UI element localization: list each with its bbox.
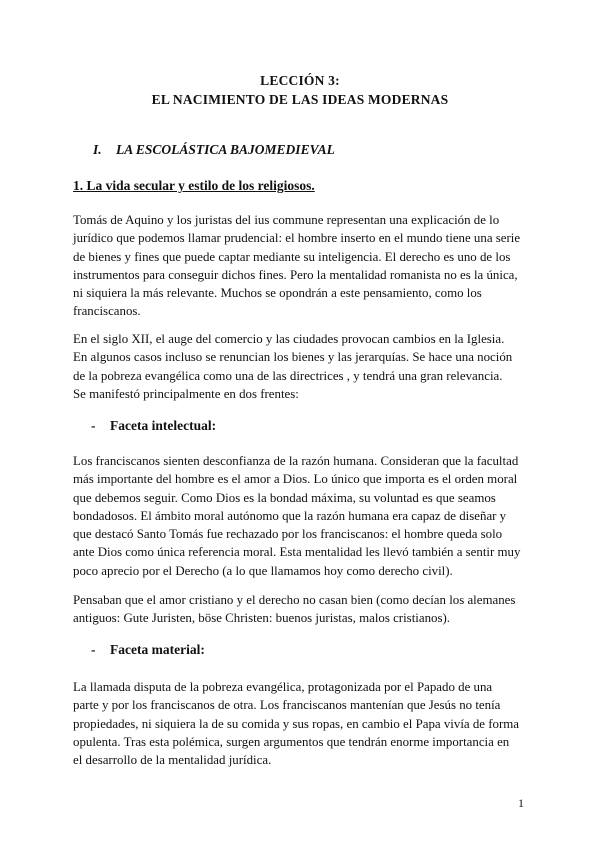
text-line: opulenta. Tras esta polémica, surgen argumentos que tendrán enorme importancia en <box>73 734 510 749</box>
lesson-number: LECCIÓN 3: <box>260 73 340 88</box>
bullet-label: Faceta material: <box>110 642 205 657</box>
text-line: Tomás de Aquino y los juristas del ius commune representan una explicación de lo <box>73 213 500 227</box>
subsection-heading: 1. La vida secular y estilo de los religiosos. <box>73 178 315 193</box>
text-line: instrumentos para conseguir dichos fines. Pero la mentalidad romanista no es la única, <box>73 267 518 282</box>
text-line: ni siquiera la más relevante. Muchos se opondrán a este pensamiento, como los <box>73 286 482 301</box>
text-line: el desarrollo de la mentalidad jurídica. <box>73 753 272 768</box>
text-line: más importante del hombre es el amor a Dios. Lo único que importa es el orden moral <box>73 472 518 487</box>
text-line: de la pobreza evangélica como una de las directrices , y tendrá una gran relevancia. <box>73 368 503 383</box>
text-line: antiguos: Gute Juristen, böse Christen: buenos juristas, malos cristianos). <box>73 611 451 626</box>
section-number: I. <box>93 142 102 157</box>
paragraph-5 <box>73 678 529 769</box>
paragraph-3 <box>73 452 529 580</box>
text-line: Los franciscanos sienten desconfianza de la razón humana. Consideran que la facultad <box>73 454 519 468</box>
text-line: franciscanos. <box>73 304 141 319</box>
text-line: bondadosos. El ámbito moral autónomo que la razón humana era capaz de diseñar y <box>73 508 507 523</box>
bullet-dash: - <box>91 418 96 433</box>
text-line: En algunos casos incluso se renuncian los bienes y las jerarquías. Se hace una noción <box>73 350 513 365</box>
bullet-label: Faceta intelectual: <box>110 418 217 433</box>
section-heading <box>93 142 335 158</box>
text-line: parte y por los franciscanos de otra. Los franciscanos mantenían que Jesús no tenía <box>73 698 501 713</box>
text-line: propiedades, ni siquiera la de su comida y sus ropas, en cambio el Papa vivía de forma <box>73 716 520 731</box>
bullet-dash: - <box>91 642 96 657</box>
text-line: ante Dios como única referencia moral. Esta mentalidad les llevó también a sentir muy <box>73 545 521 560</box>
text-line: poco aprecio por el Derecho (a lo que llamamos hoy como derecho civil). <box>73 563 453 578</box>
text-line: Pensaban que el amor cristiano y el derecho no casan bien (como decían los alemanes <box>73 593 516 607</box>
text-line: que destacó Santo Tomás fue rechazado por los franciscanos: el hombre queda solo <box>73 527 503 542</box>
bullet-intellectual <box>91 418 216 434</box>
text-line: Se manifestó principalmente en dos frentes: <box>73 386 299 401</box>
paragraph-4 <box>73 591 529 628</box>
bullet-material <box>91 642 205 658</box>
paragraph-2 <box>73 330 529 403</box>
text-line: jurídico que podemos llamar prudencial: el hombre inserto en el mundo tiene una serie <box>73 231 521 246</box>
text-line: La llamada disputa de la pobreza evangélica, protagonizada por el Papado de una <box>73 680 493 694</box>
lesson-title: EL NACIMIENTO DE LAS IDEAS MODERNAS <box>151 92 449 107</box>
text-line: de bienes y fines que puede captar mediante su inteligencia. El derecho es uno de los <box>73 249 511 264</box>
section-title: LA ESCOLÁSTICA BAJOMEDIEVAL <box>116 142 335 157</box>
text-line: que debemos seguir. Como Dios es la bondad máxima, su voluntad es que seamos <box>73 490 496 505</box>
paragraph-1 <box>73 211 529 321</box>
page-number: 1 <box>518 796 524 810</box>
text-line: En el siglo XII, el auge del comercio y las ciudades provocan cambios en la Iglesia. <box>73 332 505 346</box>
